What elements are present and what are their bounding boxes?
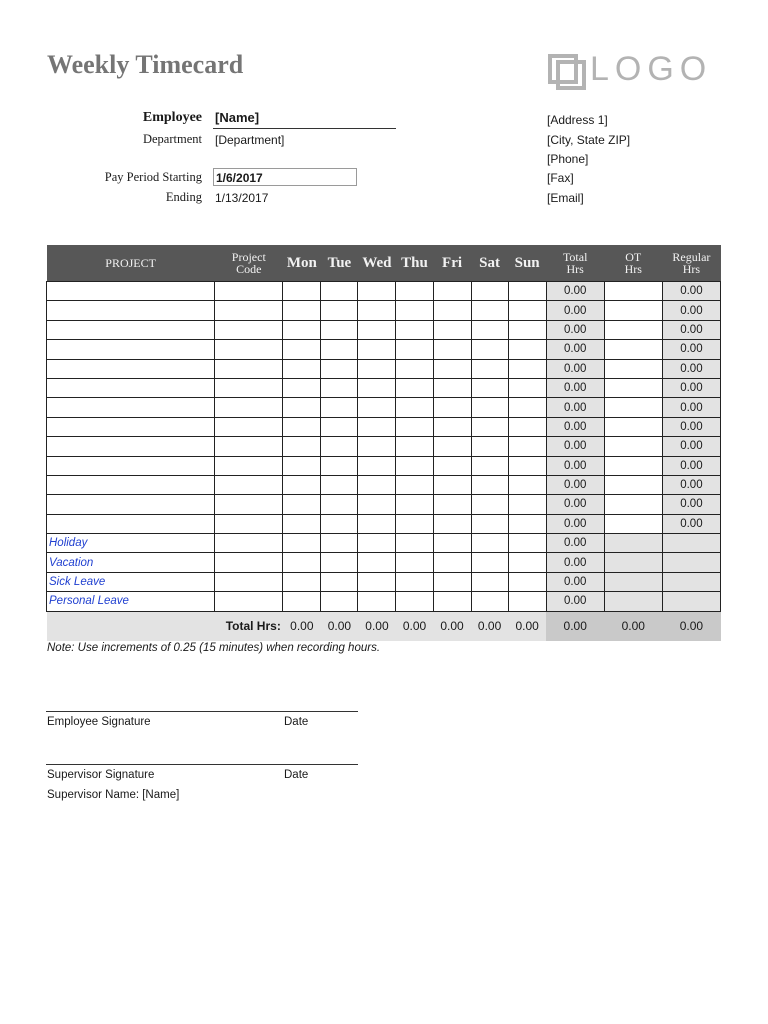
- sun-hours-cell[interactable]: [508, 475, 546, 494]
- tue-hours-cell[interactable]: [321, 301, 358, 320]
- total-thu: 0.00: [396, 611, 433, 641]
- wed-hours-cell[interactable]: [358, 437, 396, 456]
- project-code-cell[interactable]: [215, 301, 283, 320]
- project-cell[interactable]: [47, 417, 215, 436]
- sat-hours-cell[interactable]: [471, 378, 508, 397]
- header-tue: Tue: [321, 245, 358, 282]
- tue-hours-cell[interactable]: [321, 417, 358, 436]
- wed-hours-cell[interactable]: [358, 553, 396, 572]
- project-code-cell[interactable]: [215, 456, 283, 475]
- employee-signature-line[interactable]: [46, 711, 358, 712]
- wed-hours-cell[interactable]: [358, 514, 396, 533]
- regular-hrs-empty: [662, 592, 720, 611]
- mon-hours-cell[interactable]: [283, 378, 321, 397]
- thu-hours-cell[interactable]: [396, 359, 433, 378]
- ot-hrs-cell[interactable]: [604, 359, 662, 378]
- thu-hours-cell[interactable]: [396, 340, 433, 359]
- fri-hours-cell[interactable]: [433, 514, 471, 533]
- sat-hours-cell[interactable]: [471, 514, 508, 533]
- regular-hrs-cell: 0.00: [662, 398, 720, 417]
- address-email: [Email]: [547, 191, 584, 205]
- sat-hours-cell[interactable]: [471, 592, 508, 611]
- ending-label: Ending: [165, 190, 202, 204]
- address-line-1: [Address 1]: [547, 113, 608, 127]
- increments-note: Note: Use increments of 0.25 (15 minutes) when recording hours.: [47, 642, 381, 654]
- total-wed: 0.00: [358, 611, 396, 641]
- employee-signature-label: Employee Signature: [47, 716, 151, 728]
- total-hrs-cell: 0.00: [546, 398, 604, 417]
- wed-hours-cell[interactable]: [358, 534, 396, 553]
- tue-hours-cell[interactable]: [321, 320, 358, 339]
- totals-label: Total Hrs:: [215, 611, 283, 641]
- project-code-cell[interactable]: [215, 340, 283, 359]
- ot-hrs-cell[interactable]: [604, 320, 662, 339]
- mon-hours-cell[interactable]: [283, 553, 321, 572]
- tue-hours-cell[interactable]: [321, 437, 358, 456]
- header-sat: Sat: [471, 245, 508, 282]
- tue-hours-cell[interactable]: [321, 534, 358, 553]
- project-code-cell[interactable]: [215, 398, 283, 417]
- total-hrs-cell: 0.00: [546, 534, 604, 553]
- sat-hours-cell[interactable]: [471, 572, 508, 591]
- tue-hours-cell[interactable]: [321, 592, 358, 611]
- grand-regular-hrs: 0.00: [662, 611, 720, 641]
- header-ot-hrs: OT Hrs: [604, 245, 662, 282]
- total-sat: 0.00: [471, 611, 508, 641]
- ot-hrs-cell[interactable]: [604, 398, 662, 417]
- total-hrs-cell: 0.00: [546, 359, 604, 378]
- regular-hrs-cell: 0.00: [662, 340, 720, 359]
- thu-hours-cell[interactable]: [396, 417, 433, 436]
- totals-blank: [47, 611, 215, 641]
- regular-hrs-empty: [662, 572, 720, 591]
- project-cell[interactable]: [47, 495, 215, 514]
- regular-hrs-cell: 0.00: [662, 359, 720, 378]
- regular-hrs-cell: 0.00: [662, 495, 720, 514]
- total-hrs-cell: 0.00: [546, 495, 604, 514]
- tue-hours-cell[interactable]: [321, 456, 358, 475]
- table-row: [47, 437, 721, 456]
- tue-hours-cell[interactable]: [321, 282, 358, 301]
- mon-hours-cell[interactable]: [283, 514, 321, 533]
- sat-hours-cell[interactable]: [471, 437, 508, 456]
- ot-hrs-empty: [604, 572, 662, 591]
- department-label: Department: [142, 132, 202, 146]
- regular-hrs-cell: 0.00: [662, 301, 720, 320]
- table-row: [47, 301, 721, 320]
- table-row: [47, 475, 721, 494]
- supervisor-signature-label: Supervisor Signature: [47, 769, 155, 781]
- fri-hours-cell[interactable]: [433, 456, 471, 475]
- ot-hrs-empty: [604, 592, 662, 611]
- leave-type-label: Holiday: [47, 534, 215, 553]
- thu-hours-cell[interactable]: [396, 553, 433, 572]
- table-row: [47, 320, 721, 339]
- project-cell[interactable]: [47, 514, 215, 533]
- header-sun: Sun: [508, 245, 546, 282]
- project-cell[interactable]: [47, 456, 215, 475]
- department-field[interactable]: [Department]: [215, 133, 285, 147]
- thu-hours-cell[interactable]: [396, 282, 433, 301]
- wed-hours-cell[interactable]: [358, 340, 396, 359]
- table-row: [47, 282, 721, 301]
- wed-hours-cell[interactable]: [358, 359, 396, 378]
- regular-hrs-cell: 0.00: [662, 475, 720, 494]
- total-hrs-cell: 0.00: [546, 456, 604, 475]
- fri-hours-cell[interactable]: [433, 437, 471, 456]
- wed-hours-cell[interactable]: [358, 417, 396, 436]
- pay-period-start-value: 1/6/2017: [216, 171, 263, 185]
- table-row: [47, 359, 721, 378]
- sat-hours-cell[interactable]: [471, 475, 508, 494]
- pay-period-start-label: Pay Period Starting: [104, 170, 202, 184]
- fri-hours-cell[interactable]: [433, 553, 471, 572]
- tue-hours-cell[interactable]: [321, 398, 358, 417]
- address-phone: [Phone]: [547, 152, 589, 166]
- thu-hours-cell[interactable]: [396, 514, 433, 533]
- thu-hours-cell[interactable]: [396, 592, 433, 611]
- header-total-hrs: Total Hrs: [546, 245, 604, 282]
- regular-hrs-cell: 0.00: [662, 320, 720, 339]
- total-hrs-cell: 0.00: [546, 475, 604, 494]
- total-hrs-cell: 0.00: [546, 592, 604, 611]
- fri-hours-cell[interactable]: [433, 378, 471, 397]
- table-row: [47, 417, 721, 436]
- project-code-cell[interactable]: [215, 553, 283, 572]
- project-code-cell[interactable]: [215, 417, 283, 436]
- header-project-code: Project Code: [215, 245, 283, 282]
- ot-hrs-cell[interactable]: [604, 495, 662, 514]
- sat-hours-cell[interactable]: [471, 553, 508, 572]
- total-hrs-cell: 0.00: [546, 417, 604, 436]
- wed-hours-cell[interactable]: [358, 301, 396, 320]
- tue-hours-cell[interactable]: [321, 475, 358, 494]
- wed-hours-cell[interactable]: [358, 592, 396, 611]
- leave-row: [47, 572, 721, 591]
- project-cell[interactable]: [47, 437, 215, 456]
- mon-hours-cell[interactable]: [283, 592, 321, 611]
- sun-hours-cell[interactable]: [508, 572, 546, 591]
- sat-hours-cell[interactable]: [471, 534, 508, 553]
- thu-hours-cell[interactable]: [396, 398, 433, 417]
- ot-hrs-cell[interactable]: [604, 514, 662, 533]
- leave-row: [47, 534, 721, 553]
- project-cell[interactable]: [47, 475, 215, 494]
- regular-hrs-empty: [662, 553, 720, 572]
- supervisor-date-label: Date: [284, 769, 309, 781]
- header-mon: Mon: [283, 245, 321, 282]
- total-hrs-cell: 0.00: [546, 437, 604, 456]
- total-tue: 0.00: [321, 611, 358, 641]
- pay-period-start-box[interactable]: [213, 168, 357, 186]
- project-cell[interactable]: [47, 340, 215, 359]
- project-cell[interactable]: [47, 282, 215, 301]
- mon-hours-cell[interactable]: [283, 359, 321, 378]
- fri-hours-cell[interactable]: [433, 282, 471, 301]
- wed-hours-cell[interactable]: [358, 398, 396, 417]
- totals-row: [47, 611, 721, 641]
- total-sun: 0.00: [508, 611, 546, 641]
- mon-hours-cell[interactable]: [283, 282, 321, 301]
- regular-hrs-empty: [662, 534, 720, 553]
- sun-hours-cell[interactable]: [508, 456, 546, 475]
- project-code-cell[interactable]: [215, 320, 283, 339]
- mon-hours-cell[interactable]: [283, 572, 321, 591]
- header-fri: Fri: [433, 245, 471, 282]
- sun-hours-cell[interactable]: [508, 514, 546, 533]
- wed-hours-cell[interactable]: [358, 475, 396, 494]
- tue-hours-cell[interactable]: [321, 495, 358, 514]
- thu-hours-cell[interactable]: [396, 320, 433, 339]
- wed-hours-cell[interactable]: [358, 378, 396, 397]
- project-cell[interactable]: [47, 301, 215, 320]
- project-cell[interactable]: [47, 378, 215, 397]
- fri-hours-cell[interactable]: [433, 572, 471, 591]
- total-hrs-cell: 0.00: [546, 340, 604, 359]
- fri-hours-cell[interactable]: [433, 359, 471, 378]
- project-code-cell[interactable]: [215, 592, 283, 611]
- fri-hours-cell[interactable]: [433, 398, 471, 417]
- header-project: PROJECT: [47, 245, 215, 282]
- table-row: [47, 514, 721, 533]
- employee-date-label: Date: [284, 716, 309, 728]
- supervisor-name: Supervisor Name: [Name]: [47, 789, 180, 801]
- leave-row: [47, 592, 721, 611]
- sat-hours-cell[interactable]: [471, 398, 508, 417]
- leave-row: [47, 553, 721, 572]
- logo-squares-icon: [548, 52, 588, 90]
- leave-type-label: Vacation: [47, 553, 215, 572]
- project-code-cell[interactable]: [215, 572, 283, 591]
- thu-hours-cell[interactable]: [396, 572, 433, 591]
- mon-hours-cell[interactable]: [283, 398, 321, 417]
- regular-hrs-cell: 0.00: [662, 456, 720, 475]
- sat-hours-cell[interactable]: [471, 456, 508, 475]
- regular-hrs-cell: 0.00: [662, 378, 720, 397]
- leave-type-label: Personal Leave: [47, 592, 215, 611]
- project-code-cell[interactable]: [215, 475, 283, 494]
- header-regular-hrs: Regular Hrs: [662, 245, 720, 282]
- total-hrs-cell: 0.00: [546, 378, 604, 397]
- sun-hours-cell[interactable]: [508, 398, 546, 417]
- sun-hours-cell[interactable]: [508, 437, 546, 456]
- thu-hours-cell[interactable]: [396, 437, 433, 456]
- ot-hrs-cell[interactable]: [604, 301, 662, 320]
- sun-hours-cell[interactable]: [508, 301, 546, 320]
- thu-hours-cell[interactable]: [396, 534, 433, 553]
- thu-hours-cell[interactable]: [396, 301, 433, 320]
- total-mon: 0.00: [283, 611, 321, 641]
- thu-hours-cell[interactable]: [396, 456, 433, 475]
- regular-hrs-cell: 0.00: [662, 282, 720, 301]
- mon-hours-cell[interactable]: [283, 301, 321, 320]
- project-code-cell[interactable]: [215, 359, 283, 378]
- total-hrs-cell: 0.00: [546, 572, 604, 591]
- mon-hours-cell[interactable]: [283, 320, 321, 339]
- table-row: [47, 378, 721, 397]
- sat-hours-cell[interactable]: [471, 320, 508, 339]
- ot-hrs-cell[interactable]: [604, 378, 662, 397]
- total-hrs-cell: 0.00: [546, 553, 604, 572]
- ot-hrs-cell[interactable]: [604, 282, 662, 301]
- grand-ot-hrs: 0.00: [604, 611, 662, 641]
- project-code-cell[interactable]: [215, 534, 283, 553]
- regular-hrs-cell: 0.00: [662, 437, 720, 456]
- tue-hours-cell[interactable]: [321, 340, 358, 359]
- table-row: [47, 456, 721, 475]
- wed-hours-cell[interactable]: [358, 320, 396, 339]
- project-cell[interactable]: [47, 320, 215, 339]
- fri-hours-cell[interactable]: [433, 320, 471, 339]
- sun-hours-cell[interactable]: [508, 553, 546, 572]
- fri-hours-cell[interactable]: [433, 495, 471, 514]
- fri-hours-cell[interactable]: [433, 592, 471, 611]
- mon-hours-cell[interactable]: [283, 475, 321, 494]
- mon-hours-cell[interactable]: [283, 456, 321, 475]
- fri-hours-cell[interactable]: [433, 475, 471, 494]
- thu-hours-cell[interactable]: [396, 495, 433, 514]
- table-row: [47, 340, 721, 359]
- project-code-cell[interactable]: [215, 514, 283, 533]
- ot-hrs-cell[interactable]: [604, 437, 662, 456]
- employee-underline: [213, 128, 396, 129]
- company-logo: [548, 52, 718, 90]
- total-hrs-cell: 0.00: [546, 282, 604, 301]
- header-thu: Thu: [396, 245, 433, 282]
- sun-hours-cell[interactable]: [508, 534, 546, 553]
- tue-hours-cell[interactable]: [321, 359, 358, 378]
- address-city-state-zip: [City, State ZIP]: [547, 133, 631, 147]
- sat-hours-cell[interactable]: [471, 301, 508, 320]
- regular-hrs-cell: 0.00: [662, 514, 720, 533]
- ot-hrs-empty: [604, 534, 662, 553]
- sat-hours-cell[interactable]: [471, 340, 508, 359]
- ot-hrs-cell[interactable]: [604, 456, 662, 475]
- header-wed: Wed: [358, 245, 396, 282]
- employee-name-field[interactable]: [Name]: [215, 110, 260, 125]
- logo-text: LOGO: [590, 50, 713, 88]
- total-fri: 0.00: [433, 611, 471, 641]
- project-cell[interactable]: [47, 359, 215, 378]
- sun-hours-cell[interactable]: [508, 340, 546, 359]
- sun-hours-cell[interactable]: [508, 359, 546, 378]
- page-title: Weekly Timecard: [47, 50, 244, 79]
- thu-hours-cell[interactable]: [396, 475, 433, 494]
- ending-value: 1/13/2017: [215, 191, 269, 205]
- sun-hours-cell[interactable]: [508, 282, 546, 301]
- thu-hours-cell[interactable]: [396, 378, 433, 397]
- tue-hours-cell[interactable]: [321, 514, 358, 533]
- mon-hours-cell[interactable]: [283, 417, 321, 436]
- wed-hours-cell[interactable]: [358, 282, 396, 301]
- mon-hours-cell[interactable]: [283, 437, 321, 456]
- project-cell[interactable]: [47, 398, 215, 417]
- mon-hours-cell[interactable]: [283, 495, 321, 514]
- tue-hours-cell[interactable]: [321, 553, 358, 572]
- mon-hours-cell[interactable]: [283, 340, 321, 359]
- project-code-cell[interactable]: [215, 378, 283, 397]
- tue-hours-cell[interactable]: [321, 378, 358, 397]
- mon-hours-cell[interactable]: [283, 534, 321, 553]
- sun-hours-cell[interactable]: [508, 592, 546, 611]
- fri-hours-cell[interactable]: [433, 534, 471, 553]
- sun-hours-cell[interactable]: [508, 320, 546, 339]
- total-hrs-cell: 0.00: [546, 320, 604, 339]
- sat-hours-cell[interactable]: [471, 359, 508, 378]
- table-header-row: [47, 245, 721, 282]
- total-hrs-cell: 0.00: [546, 514, 604, 533]
- fri-hours-cell[interactable]: [433, 417, 471, 436]
- project-code-cell[interactable]: [215, 282, 283, 301]
- regular-hrs-cell: 0.00: [662, 417, 720, 436]
- ot-hrs-empty: [604, 553, 662, 572]
- fri-hours-cell[interactable]: [433, 301, 471, 320]
- timecard-table: [46, 245, 721, 641]
- ot-hrs-cell[interactable]: [604, 475, 662, 494]
- table-row: [47, 495, 721, 514]
- sun-hours-cell[interactable]: [508, 495, 546, 514]
- employee-label: Employee: [142, 110, 202, 125]
- leave-type-label: Sick Leave: [47, 572, 215, 591]
- ot-hrs-cell[interactable]: [604, 417, 662, 436]
- sat-hours-cell[interactable]: [471, 495, 508, 514]
- sat-hours-cell[interactable]: [471, 282, 508, 301]
- wed-hours-cell[interactable]: [358, 456, 396, 475]
- sun-hours-cell[interactable]: [508, 417, 546, 436]
- project-code-cell[interactable]: [215, 495, 283, 514]
- sat-hours-cell[interactable]: [471, 417, 508, 436]
- sun-hours-cell[interactable]: [508, 378, 546, 397]
- ot-hrs-cell[interactable]: [604, 340, 662, 359]
- total-hrs-cell: 0.00: [546, 301, 604, 320]
- wed-hours-cell[interactable]: [358, 495, 396, 514]
- project-code-cell[interactable]: [215, 437, 283, 456]
- wed-hours-cell[interactable]: [358, 572, 396, 591]
- grand-total-hrs: 0.00: [546, 611, 604, 641]
- tue-hours-cell[interactable]: [321, 572, 358, 591]
- address-fax: [Fax]: [547, 171, 574, 185]
- fri-hours-cell[interactable]: [433, 340, 471, 359]
- table-row: [47, 398, 721, 417]
- supervisor-signature-line[interactable]: [46, 764, 358, 765]
